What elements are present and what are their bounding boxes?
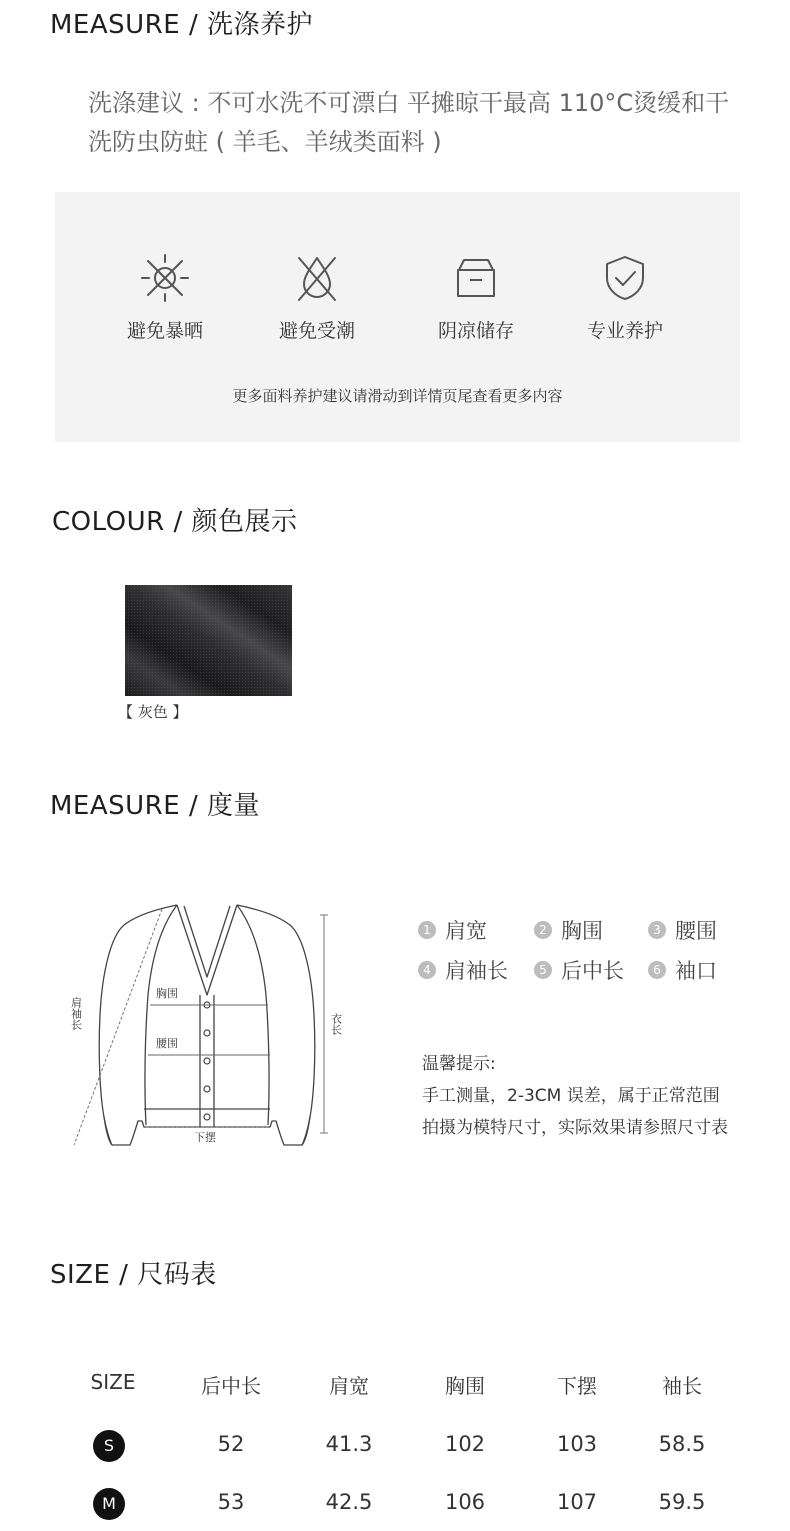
shield-check-icon (599, 252, 651, 304)
storage-box-icon (450, 252, 502, 304)
size-cell: 42.5 (325, 1490, 373, 1514)
size-cell: 52 (217, 1432, 245, 1456)
size-cell-size (49, 1430, 169, 1462)
care-section-title: MEASURE / 洗涤养护 (50, 10, 313, 40)
legend-label: 腰围 (675, 919, 717, 943)
care-description: 洗涤建议 : 不可水洗不可漂白 平摊晾干最高 110°C烫缓和干洗防虫防蛀 ( 羊毛、羊绒类面料 ) (88, 89, 730, 156)
tips-line: 拍摄为模特尺寸，实际效果请参照尺寸表 (422, 1118, 728, 1138)
size-header-cell: 胸围 (445, 1374, 485, 1398)
legend-number: 2 (534, 921, 552, 939)
legend-number: 4 (418, 961, 436, 979)
legend-number: 6 (648, 961, 666, 979)
tips-line: 手工测量，2-3CM 误差，属于正常范围 (422, 1086, 720, 1106)
care-item-avoid-sun (100, 252, 230, 343)
size-header-cell: 后中长 (201, 1374, 261, 1398)
legend-row (418, 915, 778, 955)
care-panel (55, 192, 740, 442)
legend-number: 1 (418, 921, 436, 939)
legend-item (418, 955, 508, 985)
colour-section-title: COLOUR / 颜色展示 (52, 507, 298, 537)
colour-swatch-grey[interactable] (125, 585, 292, 696)
size-cell: 107 (556, 1490, 598, 1514)
size-cell: 102 (444, 1432, 486, 1456)
size-section-title: SIZE / 尺码表 (50, 1260, 217, 1290)
diagram-label-hem: 下摆 (194, 1131, 216, 1144)
legend-number: 3 (648, 921, 666, 939)
care-label-pro-care: 专业养护 (586, 320, 663, 342)
legend-label: 袖口 (675, 959, 717, 983)
size-table-row (55, 1432, 755, 1490)
diagram-label-chest: 胸围 (156, 987, 178, 1000)
size-badge[interactable]: S (93, 1430, 125, 1462)
size-table-header (55, 1370, 755, 1428)
legend-label: 肩宽 (445, 919, 487, 943)
diagram-label-length: 衣长 (329, 1013, 343, 1035)
size-header-cell: 下摆 (557, 1374, 597, 1398)
size-cell: 106 (444, 1490, 486, 1514)
size-badge[interactable]: M (93, 1488, 125, 1520)
measure-legend (418, 915, 778, 995)
care-label-cool-storage: 阴凉储存 (437, 320, 514, 342)
size-header-cell: 肩宽 (329, 1374, 369, 1398)
legend-item (418, 915, 487, 945)
size-cell-size (49, 1488, 169, 1520)
size-cell: 59.5 (658, 1490, 706, 1514)
care-item-cool-storage (411, 252, 541, 343)
care-note: 更多面料养护建议请滑动到详情页尾查看更多内容 (232, 387, 563, 405)
legend-label: 肩袖长 (445, 959, 508, 983)
diagram-label-sleeve: 肩袖长 (69, 997, 83, 1030)
care-label-avoid-damp: 避免受潮 (278, 320, 355, 342)
legend-item (648, 955, 717, 985)
size-header-cell: 袖长 (662, 1374, 702, 1398)
legend-row (418, 955, 778, 995)
size-cell: 103 (556, 1432, 598, 1456)
cardigan-measure-diagram (62, 895, 352, 1155)
size-cell: 53 (217, 1490, 245, 1514)
legend-item (534, 955, 624, 985)
water-drop-crossed-icon (291, 252, 343, 304)
size-cell: 41.3 (325, 1432, 373, 1456)
size-table-row (55, 1490, 755, 1531)
legend-number: 5 (534, 961, 552, 979)
colour-swatch-label: 【 灰色 】 (118, 703, 188, 721)
size-cell: 58.5 (658, 1432, 706, 1456)
size-header-cell: SIZE (90, 1370, 136, 1394)
care-item-avoid-damp (252, 252, 382, 343)
legend-label: 后中长 (561, 959, 624, 983)
measure-section-title: MEASURE / 度量 (50, 791, 260, 821)
care-label-avoid-sun: 避免暴晒 (126, 320, 203, 342)
sun-crossed-icon (139, 252, 191, 304)
measure-tips (422, 1048, 782, 1144)
legend-label: 胸围 (561, 919, 603, 943)
legend-item (534, 915, 603, 945)
care-item-pro-care (560, 252, 690, 343)
size-table (55, 1370, 755, 1531)
diagram-label-waist: 腰围 (156, 1037, 178, 1050)
legend-item (648, 915, 717, 945)
tips-heading: 温馨提示: (422, 1054, 496, 1074)
